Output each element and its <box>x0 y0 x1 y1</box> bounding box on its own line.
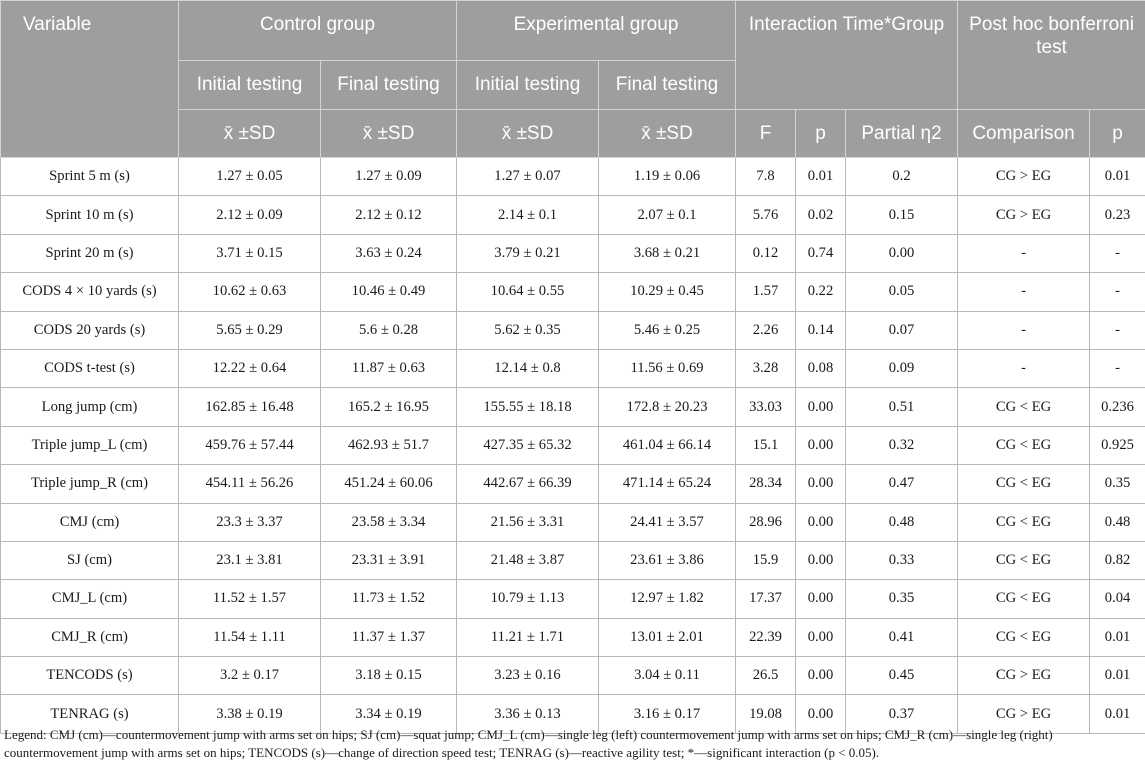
cell-cg-final: 10.46 ± 0.49 <box>321 273 457 311</box>
cell-eg-final: 13.01 ± 2.01 <box>599 618 736 656</box>
cell-comparison: CG < EG <box>958 580 1090 618</box>
cell-variable: Long jump (cm) <box>1 388 179 426</box>
cell-partial-eta: 0.2 <box>846 158 958 196</box>
cell-variable: CMJ_L (cm) <box>1 580 179 618</box>
cell-variable: SJ (cm) <box>1 541 179 579</box>
cell-variable: CODS 20 yards (s) <box>1 311 179 349</box>
cell-variable: CMJ (cm) <box>1 503 179 541</box>
cell-eg-final: 2.07 ± 0.1 <box>599 196 736 234</box>
cell-eg-final: 3.16 ± 0.17 <box>599 695 736 733</box>
cell-p-post: 0.01 <box>1090 618 1145 656</box>
cell-partial-eta: 0.51 <box>846 388 958 426</box>
header-comparison: Comparison <box>958 110 1090 158</box>
table-row <box>1 311 1145 349</box>
cell-cg-final: 462.93 ± 51.7 <box>321 426 457 464</box>
table-row <box>1 349 1145 387</box>
cell-p: 0.00 <box>796 388 846 426</box>
cell-p: 0.01 <box>796 158 846 196</box>
cell-cg-initial: 23.1 ± 3.81 <box>179 541 321 579</box>
header-p: p <box>796 110 846 158</box>
cell-partial-eta: 0.15 <box>846 196 958 234</box>
cell-variable: Sprint 5 m (s) <box>1 158 179 196</box>
table-row <box>1 503 1145 541</box>
cell-variable: Sprint 20 m (s) <box>1 234 179 272</box>
cell-f: 15.1 <box>736 426 796 464</box>
cell-cg-final: 165.2 ± 16.95 <box>321 388 457 426</box>
table-row <box>1 657 1145 695</box>
cell-eg-final: 471.14 ± 65.24 <box>599 465 736 503</box>
cell-comparison: CG > EG <box>958 657 1090 695</box>
cell-variable: TENRAG (s) <box>1 695 179 733</box>
cell-cg-initial: 3.38 ± 0.19 <box>179 695 321 733</box>
cell-cg-final: 11.87 ± 0.63 <box>321 349 457 387</box>
cell-cg-final: 451.24 ± 60.06 <box>321 465 457 503</box>
cell-cg-initial: 454.11 ± 56.26 <box>179 465 321 503</box>
cell-cg-initial: 23.3 ± 3.37 <box>179 503 321 541</box>
cell-cg-initial: 11.54 ± 1.11 <box>179 618 321 656</box>
cell-p: 0.00 <box>796 618 846 656</box>
cell-p: 0.00 <box>796 426 846 464</box>
cell-eg-initial: 3.36 ± 0.13 <box>457 695 599 733</box>
cell-comparison: - <box>958 234 1090 272</box>
cell-eg-initial: 155.55 ± 18.18 <box>457 388 599 426</box>
cell-f: 26.5 <box>736 657 796 695</box>
cell-eg-initial: 12.14 ± 0.8 <box>457 349 599 387</box>
cell-f: 17.37 <box>736 580 796 618</box>
cell-eg-final: 23.61 ± 3.86 <box>599 541 736 579</box>
cell-eg-initial: 5.62 ± 0.35 <box>457 311 599 349</box>
cell-f: 1.57 <box>736 273 796 311</box>
table-legend: Legend: CMJ (cm)—countermovement jump with arms set on hips; SJ (cm)—squat jump; CMJ_L (cm)—single leg (left) countermovement jump with arms set on hips; CMJ_R (cm)—single leg (right) countermovement jump with arms set on hips; TENCODS (s)—change of direction speed test; TENRAG (s)—reactive agility test; *—significant interaction (p < 0.05). <box>4 727 1053 760</box>
cell-p: 0.00 <box>796 503 846 541</box>
table-row <box>1 196 1145 234</box>
cell-partial-eta: 0.48 <box>846 503 958 541</box>
cell-p: 0.00 <box>796 580 846 618</box>
cell-f: 2.26 <box>736 311 796 349</box>
cell-eg-final: 3.04 ± 0.11 <box>599 657 736 695</box>
cell-p: 0.08 <box>796 349 846 387</box>
cell-comparison: - <box>958 349 1090 387</box>
cell-eg-final: 3.68 ± 0.21 <box>599 234 736 272</box>
cell-eg-final: 5.46 ± 0.25 <box>599 311 736 349</box>
cell-eg-final: 24.41 ± 3.57 <box>599 503 736 541</box>
cell-comparison: CG > EG <box>958 158 1090 196</box>
cell-cg-initial: 10.62 ± 0.63 <box>179 273 321 311</box>
cell-p-post: 0.236 <box>1090 388 1145 426</box>
cell-p: 0.00 <box>796 695 846 733</box>
cell-cg-initial: 12.22 ± 0.64 <box>179 349 321 387</box>
table-row <box>1 234 1145 272</box>
cell-cg-initial: 1.27 ± 0.05 <box>179 158 321 196</box>
cell-eg-initial: 3.79 ± 0.21 <box>457 234 599 272</box>
header-partial-eta: Partial η2 <box>846 110 958 158</box>
cell-cg-initial: 5.65 ± 0.29 <box>179 311 321 349</box>
cell-partial-eta: 0.33 <box>846 541 958 579</box>
cell-f: 22.39 <box>736 618 796 656</box>
cell-cg-final: 23.31 ± 3.91 <box>321 541 457 579</box>
cell-variable: Triple jump_R (cm) <box>1 465 179 503</box>
cell-comparison: CG < EG <box>958 465 1090 503</box>
table-row <box>1 426 1145 464</box>
cell-variable: Triple jump_L (cm) <box>1 426 179 464</box>
cell-p-post: 0.925 <box>1090 426 1145 464</box>
cell-p: 0.74 <box>796 234 846 272</box>
cell-comparison: CG < EG <box>958 541 1090 579</box>
cell-p-post: 0.01 <box>1090 695 1145 733</box>
cell-p: 0.00 <box>796 657 846 695</box>
cell-partial-eta: 0.07 <box>846 311 958 349</box>
cell-f: 15.9 <box>736 541 796 579</box>
cell-eg-final: 1.19 ± 0.06 <box>599 158 736 196</box>
cell-comparison: - <box>958 273 1090 311</box>
table-row <box>1 273 1145 311</box>
cell-eg-initial: 2.14 ± 0.1 <box>457 196 599 234</box>
cell-eg-initial: 21.48 ± 3.87 <box>457 541 599 579</box>
cell-f: 5.76 <box>736 196 796 234</box>
cell-p: 0.02 <box>796 196 846 234</box>
cell-p-post: 0.01 <box>1090 158 1145 196</box>
cell-f: 28.34 <box>736 465 796 503</box>
cell-comparison: CG < EG <box>958 503 1090 541</box>
cell-p-post: 0.48 <box>1090 503 1145 541</box>
cell-p-post: - <box>1090 349 1145 387</box>
table-row <box>1 618 1145 656</box>
cell-variable: CODS t-test (s) <box>1 349 179 387</box>
cell-variable: Sprint 10 m (s) <box>1 196 179 234</box>
cell-eg-initial: 10.64 ± 0.55 <box>457 273 599 311</box>
cell-eg-final: 10.29 ± 0.45 <box>599 273 736 311</box>
cell-comparison: CG < EG <box>958 426 1090 464</box>
header-eg-final: Final testing <box>599 61 736 110</box>
cell-eg-final: 172.8 ± 20.23 <box>599 388 736 426</box>
cell-f: 28.96 <box>736 503 796 541</box>
cell-eg-final: 12.97 ± 1.82 <box>599 580 736 618</box>
cell-p-post: 0.01 <box>1090 657 1145 695</box>
cell-cg-final: 23.58 ± 3.34 <box>321 503 457 541</box>
cell-cg-initial: 3.71 ± 0.15 <box>179 234 321 272</box>
cell-p-post: 0.04 <box>1090 580 1145 618</box>
cell-p-post: 0.35 <box>1090 465 1145 503</box>
header-cg-final-mean-sd: x̄ ±SD <box>321 110 457 158</box>
cell-cg-initial: 11.52 ± 1.57 <box>179 580 321 618</box>
header-p-post: p <box>1090 110 1145 158</box>
cell-p: 0.22 <box>796 273 846 311</box>
header-cg-initial: Initial testing <box>179 61 321 110</box>
table-row <box>1 541 1145 579</box>
cell-cg-initial: 162.85 ± 16.48 <box>179 388 321 426</box>
cell-p-post: 0.82 <box>1090 541 1145 579</box>
cell-partial-eta: 0.45 <box>846 657 958 695</box>
cell-f: 7.8 <box>736 158 796 196</box>
cell-p-post: - <box>1090 273 1145 311</box>
cell-p-post: 0.23 <box>1090 196 1145 234</box>
cell-comparison: - <box>958 311 1090 349</box>
cell-partial-eta: 0.05 <box>846 273 958 311</box>
cell-cg-final: 2.12 ± 0.12 <box>321 196 457 234</box>
cell-partial-eta: 0.32 <box>846 426 958 464</box>
cell-cg-final: 3.34 ± 0.19 <box>321 695 457 733</box>
table-row <box>1 158 1145 196</box>
cell-p: 0.14 <box>796 311 846 349</box>
cell-comparison: CG > EG <box>958 695 1090 733</box>
header-post-hoc: Post hoc bonferroni test <box>958 1 1145 110</box>
cell-eg-final: 11.56 ± 0.69 <box>599 349 736 387</box>
cell-partial-eta: 0.09 <box>846 349 958 387</box>
cell-f: 3.28 <box>736 349 796 387</box>
cell-partial-eta: 0.37 <box>846 695 958 733</box>
cell-comparison: CG < EG <box>958 618 1090 656</box>
header-f: F <box>736 110 796 158</box>
cell-p: 0.00 <box>796 541 846 579</box>
cell-cg-final: 3.63 ± 0.24 <box>321 234 457 272</box>
cell-eg-initial: 1.27 ± 0.07 <box>457 158 599 196</box>
header-cg-final: Final testing <box>321 61 457 110</box>
cell-partial-eta: 0.35 <box>846 580 958 618</box>
header-control-group: Control group <box>179 1 457 61</box>
cell-eg-initial: 442.67 ± 66.39 <box>457 465 599 503</box>
cell-f: 19.08 <box>736 695 796 733</box>
table-body <box>1 158 1145 734</box>
cell-cg-initial: 459.76 ± 57.44 <box>179 426 321 464</box>
header-eg-final-mean-sd: x̄ ±SD <box>599 110 736 158</box>
header-cg-initial-mean-sd: x̄ ±SD <box>179 110 321 158</box>
cell-cg-final: 11.37 ± 1.37 <box>321 618 457 656</box>
cell-cg-initial: 2.12 ± 0.09 <box>179 196 321 234</box>
cell-variable: CMJ_R (cm) <box>1 618 179 656</box>
cell-eg-final: 461.04 ± 66.14 <box>599 426 736 464</box>
cell-cg-final: 1.27 ± 0.09 <box>321 158 457 196</box>
header-experimental-group: Experimental group <box>457 1 736 61</box>
cell-partial-eta: 0.47 <box>846 465 958 503</box>
cell-variable: TENCODS (s) <box>1 657 179 695</box>
cell-variable: CODS 4 × 10 yards (s) <box>1 273 179 311</box>
cell-f: 0.12 <box>736 234 796 272</box>
cell-cg-initial: 3.2 ± 0.17 <box>179 657 321 695</box>
cell-cg-final: 3.18 ± 0.15 <box>321 657 457 695</box>
cell-partial-eta: 0.41 <box>846 618 958 656</box>
cell-cg-final: 11.73 ± 1.52 <box>321 580 457 618</box>
cell-eg-initial: 10.79 ± 1.13 <box>457 580 599 618</box>
cell-f: 33.03 <box>736 388 796 426</box>
cell-eg-initial: 3.23 ± 0.16 <box>457 657 599 695</box>
cell-eg-initial: 427.35 ± 65.32 <box>457 426 599 464</box>
table-header <box>1 1 1145 158</box>
cell-eg-initial: 11.21 ± 1.71 <box>457 618 599 656</box>
cell-comparison: CG > EG <box>958 196 1090 234</box>
table-row <box>1 465 1145 503</box>
cell-cg-final: 5.6 ± 0.28 <box>321 311 457 349</box>
cell-p-post: - <box>1090 234 1145 272</box>
header-interaction: Interaction Time*Group <box>736 1 958 110</box>
table-row <box>1 580 1145 618</box>
header-eg-initial-mean-sd: x̄ ±SD <box>457 110 599 158</box>
header-variable: Variable <box>1 1 179 158</box>
header-eg-initial: Initial testing <box>457 61 599 110</box>
cell-p: 0.00 <box>796 465 846 503</box>
cell-comparison: CG < EG <box>958 388 1090 426</box>
cell-p-post: - <box>1090 311 1145 349</box>
table-row <box>1 388 1145 426</box>
cell-eg-initial: 21.56 ± 3.31 <box>457 503 599 541</box>
cell-partial-eta: 0.00 <box>846 234 958 272</box>
